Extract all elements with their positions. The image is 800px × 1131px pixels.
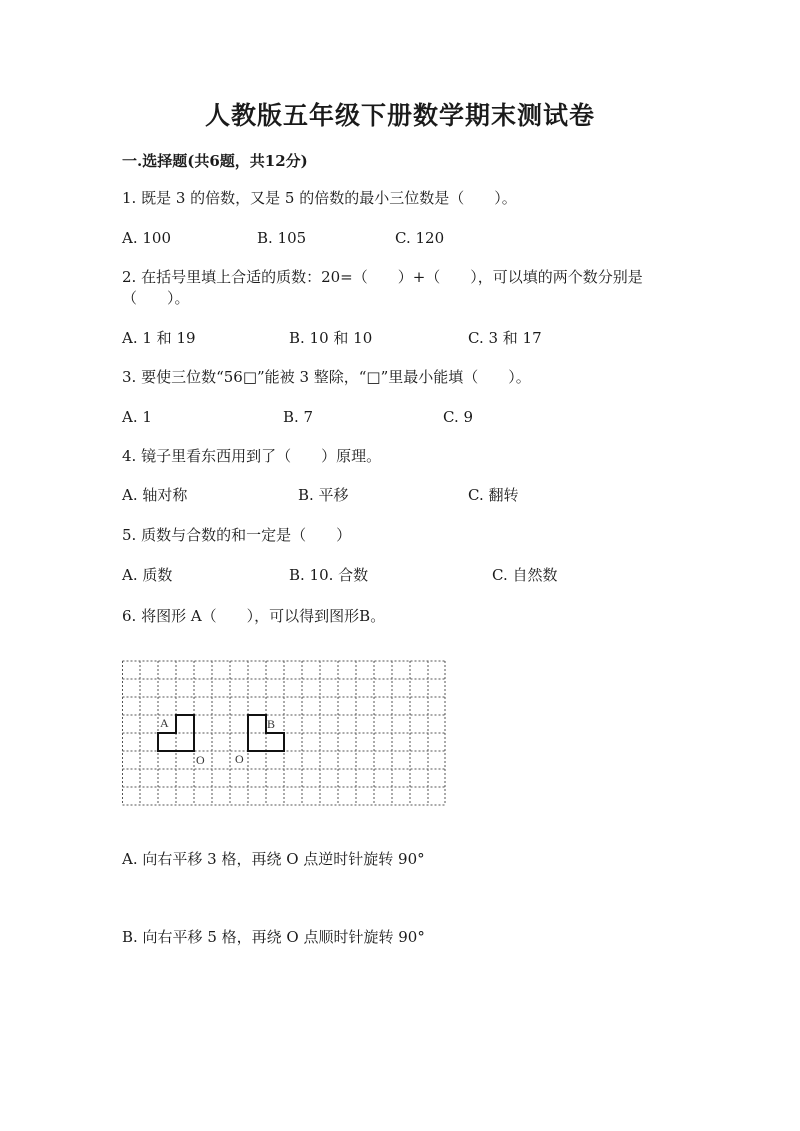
q3-option-b[interactable]: B. 7 [283, 408, 314, 426]
question-5: 5. 质数与合数的和一定是（ ） [122, 526, 352, 544]
q3-option-c[interactable]: C. 9 [443, 408, 474, 426]
q5-option-c[interactable]: C. 自然数 [492, 566, 558, 584]
question-4: 4. 镜子里看东西用到了（ ）原理。 [122, 447, 382, 465]
label-a: A [160, 716, 169, 730]
q4-option-c[interactable]: C. 翻转 [468, 486, 519, 504]
q2-option-a[interactable]: A. 1 和 19 [122, 329, 196, 347]
grid-figure [122, 660, 446, 808]
q4-option-a[interactable]: A. 轴对称 [122, 486, 188, 504]
q1-option-c[interactable]: C. 120 [395, 229, 445, 247]
question-2-line-1: 2. 在括号里填上合适的质数：20=（ ）+（ ），可以填的两个数分别是 [122, 268, 643, 286]
question-3: 3. 要使三位数“56□”能被 3 整除，“□”里最小能填（ ）。 [122, 368, 531, 386]
label-o-right: O [235, 752, 244, 766]
q1-option-b[interactable]: B. 105 [257, 229, 307, 247]
page-title: 人教版五年级下册数学期末测试卷 [204, 101, 595, 130]
label-b: B [267, 717, 276, 731]
q1-option-a[interactable]: A. 100 [122, 229, 171, 247]
label-o-left: O [196, 753, 205, 767]
q6-option-b[interactable]: B. 向右平移 5 格，再绕 O 点顺时针旋转 90° [122, 928, 425, 946]
q3-option-a[interactable]: A. 1 [122, 408, 152, 426]
q5-option-b[interactable]: B. 10. 合数 [289, 566, 369, 584]
q6-option-a[interactable]: A. 向右平移 3 格，再绕 O 点逆时针旋转 90° [122, 850, 425, 868]
q4-option-b[interactable]: B. 平移 [298, 486, 349, 504]
q5-option-a[interactable]: A. 质数 [122, 566, 173, 584]
section-heading: 一.选择题(共6题，共12分) [122, 152, 308, 170]
question-1: 1. 既是 3 的倍数，又是 5 的倍数的最小三位数是（ ）。 [122, 189, 517, 207]
q2-option-b[interactable]: B. 10 和 10 [289, 329, 373, 347]
grid-figure-svg [122, 660, 446, 808]
question-6: 6. 将图形 A（ ），可以得到图形B。 [122, 607, 386, 625]
question-2-line-2: （ ）。 [122, 289, 190, 307]
q2-option-c[interactable]: C. 3 和 17 [468, 329, 542, 347]
